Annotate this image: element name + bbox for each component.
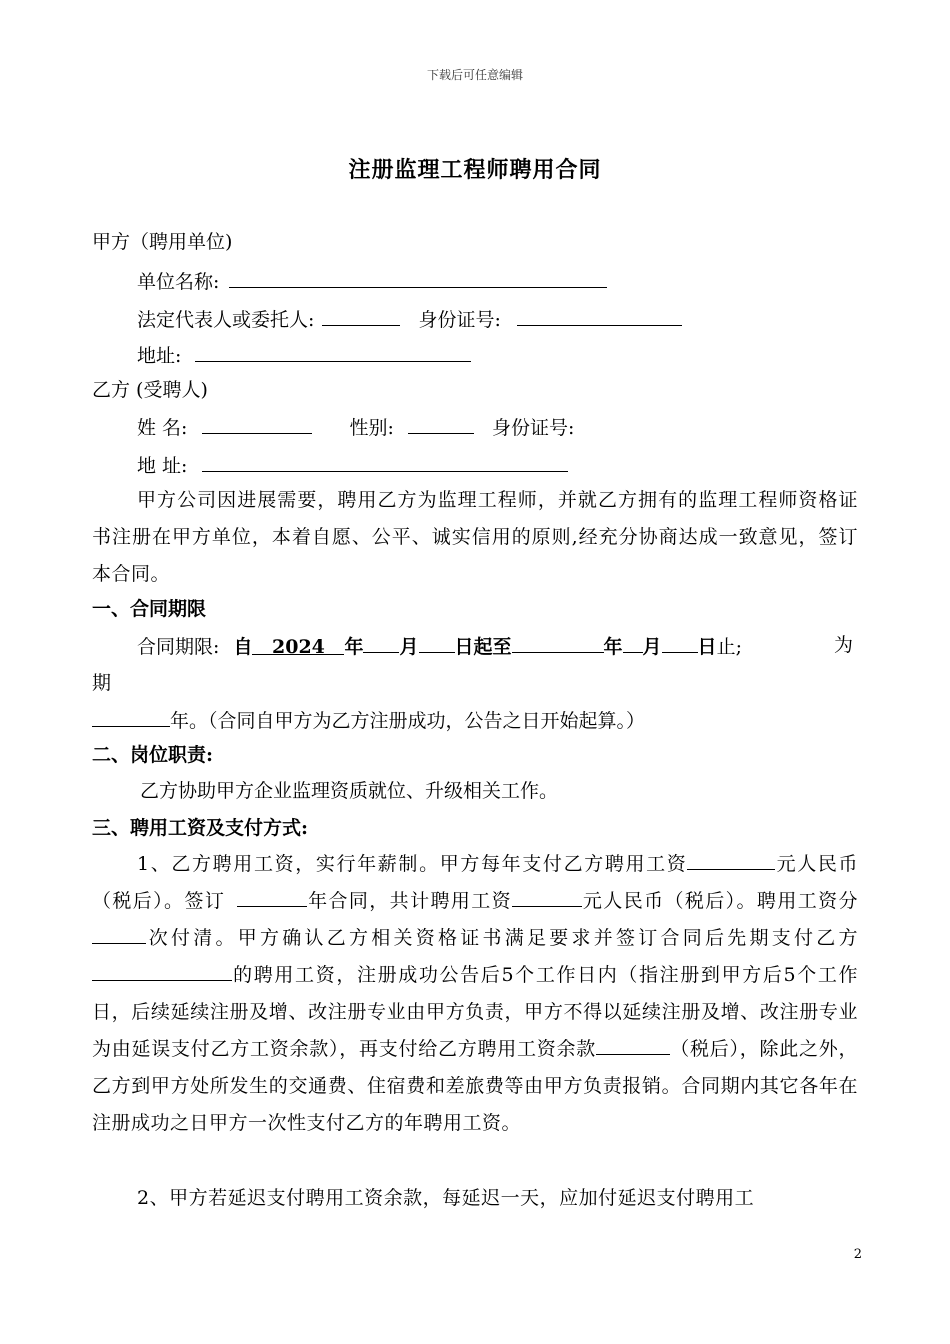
end-month-blank[interactable]	[623, 632, 643, 653]
end-month-label: 月	[642, 636, 662, 658]
contract-years-blank[interactable]	[237, 886, 307, 907]
page-number: 2	[853, 1247, 862, 1262]
installments-blank[interactable]	[92, 923, 146, 944]
party-b-info-row	[137, 413, 574, 441]
section3-paragraph-1	[92, 846, 858, 1142]
end-year-blank[interactable]	[512, 632, 604, 653]
p1-text-a: 1、乙方聘用工资，实行年薪制。甲方每年支付乙方聘用工资	[137, 853, 688, 875]
section1-heading: 一、合同期限	[92, 598, 207, 620]
term-stop: 止;	[716, 636, 742, 658]
start-year-value[interactable]: 2024	[252, 634, 344, 655]
party-a-id-blank[interactable]	[517, 305, 682, 326]
unit-name-row	[137, 267, 607, 295]
party-b-address-blank[interactable]	[202, 451, 568, 472]
section3-paragraph-2: 2、甲方若延迟支付聘用工资余款，每延迟一天，应加付延迟支付聘用工	[137, 1187, 755, 1209]
party-a-heading: 甲方（聘用单位)	[92, 231, 233, 253]
section2-text: 乙方协助甲方企业监理资质就位、升级相关工作。	[140, 780, 559, 802]
representative-blank[interactable]	[322, 305, 400, 326]
name-blank[interactable]	[202, 413, 312, 434]
term-for-2: 期	[92, 672, 112, 694]
header-note: 下载后可任意编辑	[426, 68, 523, 82]
p1-text-e: 次付清。甲方确认乙方相关资格证书满足要求并签订合同后先期支付乙方	[146, 927, 858, 949]
duration-note: 年。（合同自甲方为乙方注册成功，公告之日开始起算。）	[170, 710, 646, 732]
name-label: 姓 名:	[137, 417, 188, 439]
representative-row	[137, 305, 682, 333]
start-month-blank[interactable]	[363, 632, 399, 653]
advance-payment-blank[interactable]	[92, 960, 232, 981]
preamble-paragraph: 甲方公司因进展需要，聘用乙方为监理工程师，并就乙方拥有的监理工程师资格证书注册在甲方单位，本着自愿、公平、诚实信用的原则,经充分协商达成一致意见，签订本合同。	[92, 489, 858, 585]
end-day-label: 日	[697, 636, 717, 658]
start-month-label: 月	[399, 636, 419, 658]
representative-label: 法定代表人或委托人:	[137, 309, 315, 331]
party-b-id-label: 身份证号:	[492, 417, 575, 439]
start-day-label: 日起至	[454, 636, 512, 658]
start-day-blank[interactable]	[419, 632, 455, 653]
balance-payment-blank[interactable]	[596, 1034, 670, 1055]
section2-heading: 二、岗位职责:	[92, 744, 214, 766]
gender-label: 性别:	[349, 417, 394, 439]
p1-text-b: 元人民币（税后）。签订	[92, 853, 858, 912]
party-a-address-label: 地址:	[137, 345, 182, 367]
contract-title: 注册监理工程师聘用合同	[348, 157, 602, 183]
total-salary-blank[interactable]	[512, 886, 582, 907]
party-b-heading: 乙方 (受聘人)	[92, 379, 208, 401]
party-a-address-blank[interactable]	[195, 341, 471, 362]
term-label: 合同期限:	[137, 636, 220, 658]
term-from: 自	[233, 636, 253, 658]
duration-years-blank[interactable]	[92, 706, 170, 727]
party-b-address-label: 地 址:	[137, 455, 188, 477]
gender-blank[interactable]	[408, 413, 474, 434]
p1-text-g: （税后），除此之外，乙方到甲方处所发生的交通费、住宿费和差旅费等由甲方负责报销。合同期内其它各年在注册成功之日甲方一次性支付乙方的年聘用工资。	[92, 1038, 858, 1134]
section3-heading: 三、聘用工资及支付方式:	[92, 817, 309, 839]
party-b-address-row	[137, 451, 568, 479]
p1-text-d: 元人民币（税后）。聘用工资分	[582, 890, 858, 912]
end-year-label: 年	[603, 636, 623, 658]
p1-text-f: 的聘用工资，注册成功公告后5个工作日内（指注册到甲方后5个工作日，后续延续注册及增、改注册专业由甲方负责，甲方不得以延续注册及增、改注册专业为由延误支付乙方工资余款），再支付给乙方聘用工资余款	[92, 964, 858, 1060]
annual-salary-blank[interactable]	[687, 849, 775, 870]
unit-name-label: 单位名称:	[137, 271, 220, 293]
party-a-id-label: 身份证号:	[418, 309, 501, 331]
term-duration-row	[92, 706, 645, 734]
party-a-address-row	[137, 341, 471, 369]
term-for-1: 为	[834, 634, 854, 656]
start-year-label: 年	[344, 636, 364, 658]
p1-text-c: 年合同，共计聘用工资	[307, 890, 513, 912]
end-day-blank[interactable]	[662, 632, 698, 653]
term-row	[137, 632, 858, 660]
unit-name-blank[interactable]	[229, 267, 607, 288]
